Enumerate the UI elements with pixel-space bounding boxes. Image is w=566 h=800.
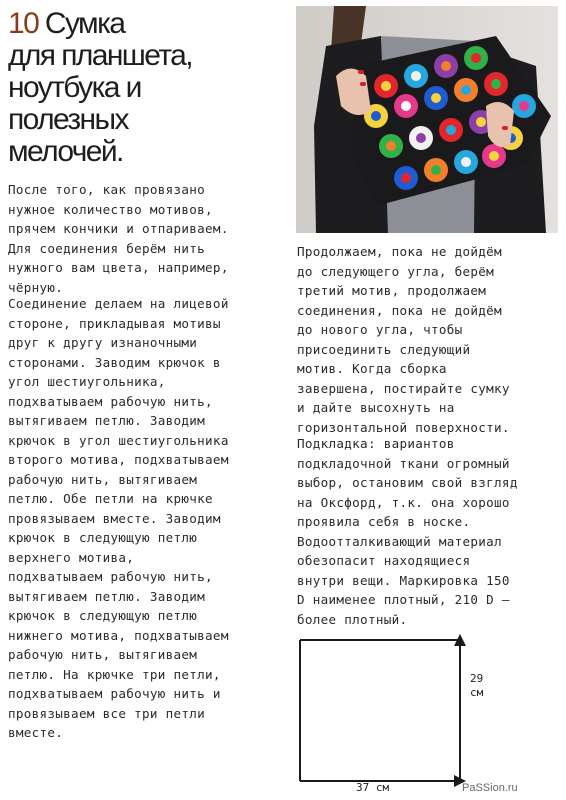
bag-photo — [296, 6, 558, 233]
title-word: Сумка — [44, 7, 125, 40]
lining-dimensions-diagram — [290, 628, 490, 796]
height-label — [470, 672, 483, 700]
paragraph-4: Подкладка: вариантов подкладочной ткани огромный выбор, остановим свой взгляд на Оксфорд, т.к. она хорошо проявила себя в носке. Водоотталкивающий материал обезопасит находящиеся внутри вещи. Маркировка 150 D наименее плотный, 210 D – более плотный. — [297, 436, 518, 627]
title-line-4: полезных — [8, 103, 128, 136]
title-number: 10 — [8, 7, 39, 40]
width-label: 37 см — [356, 781, 390, 794]
paragraph-1: После того, как провязано нужное количество мотивов, прячем кончики и отпариваем. Для соединения берём нить нужного вам цвета, например, чёрную. — [8, 182, 229, 295]
title-line-5: мелочей. — [8, 135, 123, 168]
article-title — [8, 8, 288, 168]
bag-photo-illustration — [296, 6, 558, 233]
title-line-3: ноутбука и — [8, 71, 141, 104]
title-line-1 — [8, 8, 288, 40]
height-unit: см — [470, 686, 484, 699]
paragraph-3: Продолжаем, пока не дойдём до следующего угла, берём третий мотив, продолжаем соединения, пока не дойдём до нового угла, чтобы присоединить следующий мотив. Когда сборка завершена, постирайте сумку и дайте высохнуть на горизонтальной поверхности. — [297, 244, 510, 435]
title-line-2: для планшета, — [8, 39, 192, 72]
watermark: PaSSion.ru — [462, 782, 518, 794]
height-value: 29 — [470, 672, 484, 685]
paragraph-2: Соединение делаем на лицевой стороне, прикладывая мотивы друг к другу изнаночными сторонами. Заводим крючок в угол шестиугольника, подхватываем рабочую нить, вытягиваем петлю. Заводим крючок в угол шестиугольника второго мотива, подхватываем рабочую нить, вытягиваем петлю. Обе петли на крючке провязываем вместе. Заводим крючок в следующую петлю верхнего мотива, подхватываем рабочую нить, вытягиваем петлю. Заводим крючок в следующую петлю нижнего мотива, подхватываем рабочую нить, вытягиваем петлю. На крючке три петли, подхватываем рабочую нить и провязываем все три петли вместе. — [8, 296, 229, 740]
